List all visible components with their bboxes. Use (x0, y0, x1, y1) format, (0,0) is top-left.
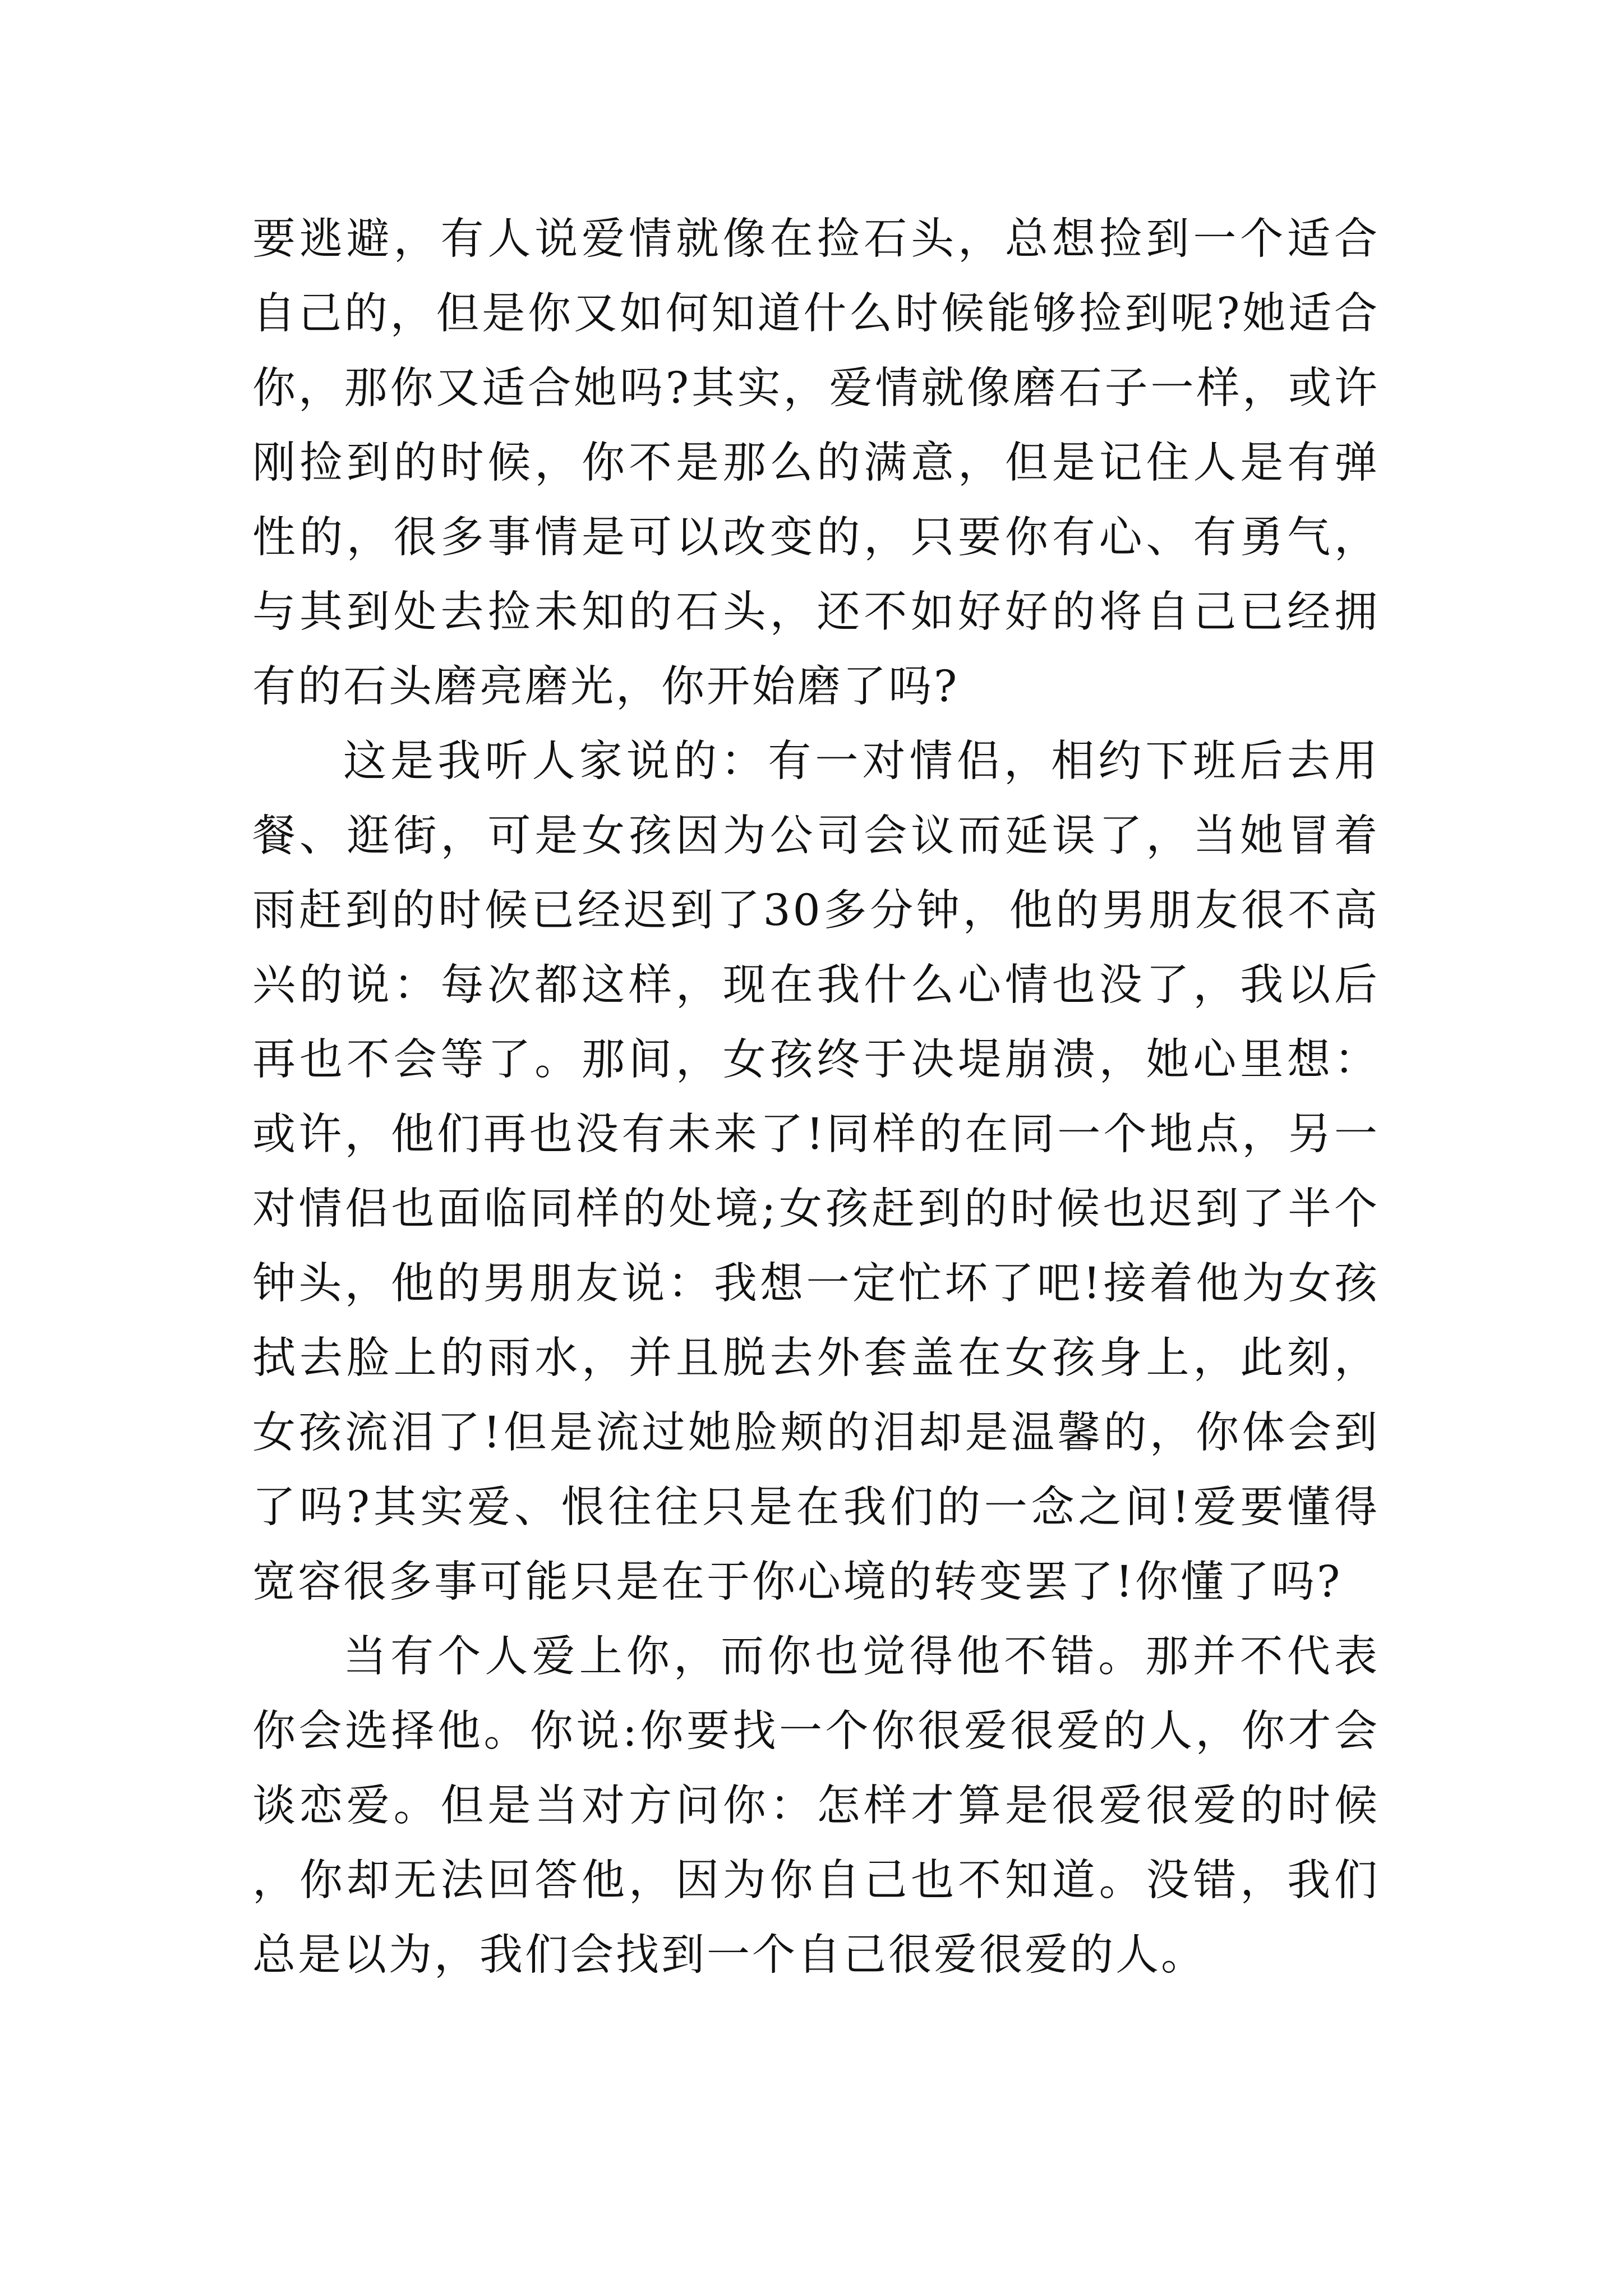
paragraph-1: 要逃避，有人说爱情就像在捡石头，总想捡到一个适合自己的，但是你又如何知道什么时候能够捡到呢?她适合你，那你又适合她吗?其实，爱情就像磨石子一样，或许刚捡到的时候，你不是那么的满意，但是记住人是有弹性的，很多事情是可以改变的，只要你有心、有勇气，与其到处去捡未知的石头，还不如好好的将自己已经拥有的石头磨亮磨光，你开始磨了吗? (252, 214, 1380, 712)
paragraph-3: 当有个人爱上你，而你也觉得他不错。那并不代表你会选择他。你说:你要找一个你很爱很爱的人，你才会谈恋爱。但是当对方问你：怎样才算是很爱很爱的时候，你却无法回答他，因为你自己也不知道。没错，我们总是以为，我们会找到一个自己很爱很爱的人。 (252, 1632, 1380, 1980)
paragraph-2: 这是我听人家说的：有一对情侣，相约下班后去用餐、逛街，可是女孩因为公司会议而延误了，当她冒着雨赶到的时候已经迟到了30多分钟，他的男朋友很不高兴的说：每次都这样，现在我什么心情也没了，我以后再也不会等了。那间，女孩终于决堤崩溃，她心里想：或许，他们再也没有未来了!同样的在同一个地点，另一对情侣也面临同样的处境;女孩赶到的时候也迟到了半个钟头，他的男朋友说：我想一定忙坏了吧!接着他为女孩拭去脸上的雨水，并且脱去外套盖在女孩身上，此刻，女孩流泪了!但是流过她脸颊的泪却是温馨的，你体会到了吗?其实爱、恨往往只是在我们的一念之间!爱要懂得宽容很多事可能只是在于你心境的转变罢了!你懂了吗? (252, 737, 1380, 1607)
document-body (252, 202, 1380, 1993)
